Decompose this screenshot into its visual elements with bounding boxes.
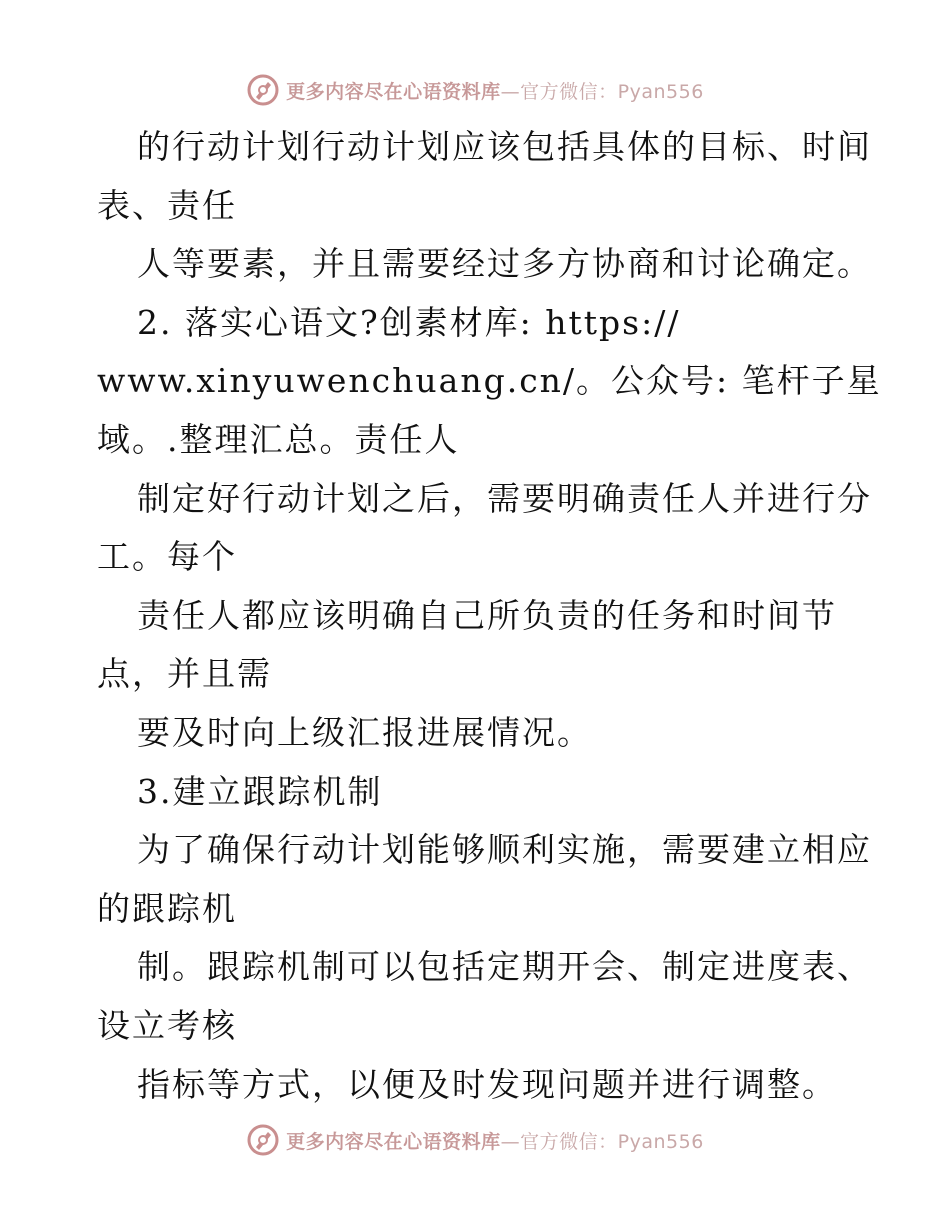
watermark-text — [286, 1127, 704, 1154]
text-line: 设立考核 — [97, 1005, 237, 1045]
text-line: 指标等方式，以便及时发现问题并进行调整。 — [137, 1064, 837, 1104]
text-line: 的行动计划行动计划应该包括具体的目标、时间 — [137, 127, 872, 166]
watermark-official: —官方微信：Pyan556 — [500, 1130, 704, 1153]
text-line: www.xinyuwenchuang.cn/。公众号: 笔杆子星 — [97, 361, 882, 401]
watermark-official: —官方微信：Pyan556 — [500, 80, 704, 103]
text-line: 责任人都应该明确自己所负责的任务和时间节 — [137, 595, 837, 635]
text-line: 域。.整理汇总。责任人 — [97, 419, 460, 459]
text-line: 的跟踪机 — [97, 888, 237, 928]
text-line: 为了确保行动计划能够顺利实施，需要建立相应 — [137, 830, 872, 870]
footer-watermark — [0, 1120, 950, 1160]
text-line: 要及时向上级汇报进展情况。 — [137, 712, 592, 752]
header-watermark — [0, 70, 950, 110]
text-line: 人等要素，并且需要经过多方协商和讨论确定。 — [137, 244, 872, 284]
text-line: 工。每个 — [97, 537, 237, 577]
text-line: 制定好行动计划之后，需要明确责任人并进行分 — [137, 478, 872, 518]
watermark-brand: 更多内容尽在心语资料库 — [286, 1130, 501, 1153]
document-body — [97, 118, 882, 1114]
text-line: 3.建立跟踪机制 — [137, 771, 383, 811]
text-line: 制。跟踪机制可以包括定期开会、制定进度表、 — [137, 947, 872, 987]
text-line: 点，并且需 — [97, 654, 272, 694]
brand-logo-icon — [246, 1123, 280, 1157]
watermark-text — [286, 77, 704, 104]
watermark-brand: 更多内容尽在心语资料库 — [286, 80, 501, 103]
brand-logo-icon — [246, 73, 280, 107]
text-line: 2. 落实心语文?创素材库: https:// — [137, 302, 681, 342]
text-line: 表、责任 — [97, 185, 237, 225]
